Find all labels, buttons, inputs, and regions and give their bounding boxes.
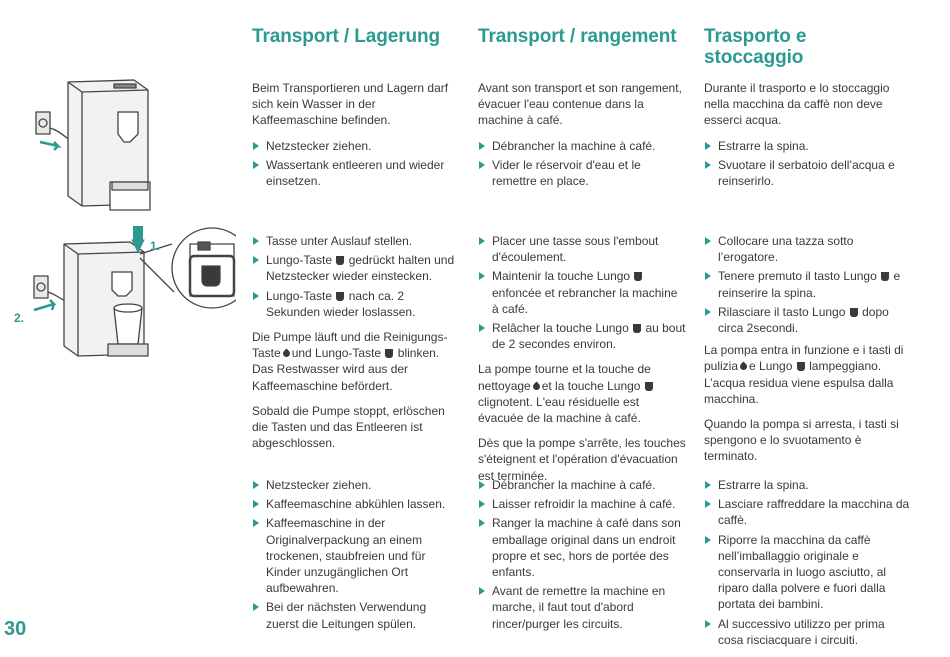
it-pump-running <box>704 342 910 407</box>
lungo-cup-icon <box>797 362 805 371</box>
de-list-a <box>252 138 458 190</box>
list-item: Svuotare il serbatoio dell’acqua e reinserirlo. <box>704 157 910 189</box>
text: gedrückt halten und Netzstecker wieder einstecken. <box>266 253 455 284</box>
list-item: Collocare una tazza sotto l’erogatore. <box>704 233 910 265</box>
it-list-c <box>704 477 910 648</box>
fr-section-c <box>478 477 686 641</box>
it-section-a <box>704 80 910 198</box>
text: e reinserire la spina. <box>718 269 901 300</box>
list-item: Kaffeemaschine abkühlen lassen. <box>252 496 458 512</box>
list-item: Laisser refroidir la machine à café. <box>478 496 686 512</box>
it-section-b <box>704 233 910 474</box>
cleaning-drop-icon <box>281 349 291 359</box>
de-pump-running <box>252 329 458 394</box>
list-item: Tasse unter Auslauf stellen. <box>252 233 458 249</box>
text: Die Pumpe läuft und die Reinigungs-Taste <box>252 330 448 361</box>
illustration-lungo-press <box>14 226 236 366</box>
it-pump-stop: Quando la pompa si arresta, i tasti si spengono e lo svuotamento è terminato. <box>704 417 899 464</box>
text: Maintenir la touche Lungo <box>492 269 631 284</box>
list-item: Avant de remettre la machine en marche, il faut tout d'abord rincer/purger les circuits. <box>478 583 686 632</box>
de-list-c <box>252 477 458 632</box>
list-item: Netzstecker ziehen. <box>252 477 458 493</box>
fr-pump-running <box>478 361 686 426</box>
it-intro: Durante il trasporto e lo stoccaggio nella macchina da caffè non deve esserci acqua. <box>704 81 890 128</box>
de-header <box>252 26 458 47</box>
de-list-b <box>252 233 458 320</box>
cleaning-drop-icon <box>739 362 749 372</box>
fr-pump-stop: Dès que la pompe s'arrête, les touches s'éteignent et l'opération d'évacuation est terminée. <box>478 436 686 483</box>
list-item: Estrarre la spina. <box>704 477 910 493</box>
fr-list-b <box>478 233 686 352</box>
de-title: Transport / Lagerung <box>252 26 441 47</box>
lungo-cup-icon <box>850 308 858 317</box>
list-item: Placer une tasse sous l'embout d'écoulement. <box>478 233 686 265</box>
it-list-a <box>704 138 910 190</box>
de-section-a <box>252 80 458 198</box>
it-section-c <box>704 477 910 657</box>
fr-title: Transport / rangement <box>478 26 677 47</box>
lungo-cup-icon <box>634 272 642 281</box>
list-item: Ranger la machine à café dans son emballage original dans un endroit propre et sec, hors de portée des enfants. <box>478 515 686 580</box>
fr-header <box>478 26 686 47</box>
list-item: Estrarre la spina. <box>704 138 910 154</box>
text: Rilasciare il tasto Lungo <box>718 304 846 319</box>
lungo-cup-icon <box>633 324 641 333</box>
lungo-cup-icon <box>336 292 344 301</box>
list-item <box>252 288 458 320</box>
text: nach ca. 2 Sekunden wieder loslassen. <box>266 288 416 319</box>
illustration-unplug <box>14 72 164 222</box>
list-item <box>704 304 910 336</box>
list-item: Kaffeemaschine in der Originalverpackung an einem trockenen, staubfreien und für Kinder unzugänglichen Ort aufbewahren. <box>252 515 458 596</box>
list-item: Bei der nächsten Verwendung zuerst die Leitungen spülen. <box>252 599 458 631</box>
fr-list-a <box>478 138 686 190</box>
list-item: Riporre la macchina da caffè nell’imballaggio originale e conservarla in luogo asciutto, al riparo dalla polvere e fuori dalla portata dei bambini. <box>704 532 910 613</box>
lungo-cup-icon <box>385 349 393 358</box>
list-item: Wassertank entleeren und wieder einsetzen. <box>252 157 458 189</box>
list-item <box>478 268 686 317</box>
text: dopo circa 2secondi. <box>718 304 889 336</box>
text: Tenere premuto il tasto Lungo <box>718 269 877 284</box>
step-2-label: 2. <box>14 311 25 325</box>
fr-list-c <box>478 477 686 632</box>
text: Lungo-Taste <box>266 253 333 268</box>
list-item <box>252 252 458 284</box>
it-list-b <box>704 233 910 336</box>
list-item: Lasciare raffreddare la macchina da caffè. <box>704 496 910 528</box>
fr-intro: Avant son transport et son rangement, évacuer l'eau contenue dans la machine à café. <box>478 81 682 128</box>
lungo-cup-icon <box>645 382 653 391</box>
step-1-label: 1. <box>150 239 161 253</box>
text: La pompe tourne et la touche de nettoyage <box>478 362 651 393</box>
de-pump-stop: Sobald die Pumpe stoppt, erlöschen die Tasten und das Entleeren ist abgeschlossen. <box>252 403 445 451</box>
text: lampeggiano. L’acqua residua viene espulsa dalla macchina. <box>704 359 894 406</box>
fr-section-a <box>478 80 686 198</box>
list-item: Vider le réservoir d'eau et le remettre en place. <box>478 157 686 189</box>
list-item <box>704 268 910 300</box>
text: enfoncée et rebrancher la machine à café. <box>492 285 678 316</box>
text: et la touche Lungo <box>541 378 641 393</box>
list-item: Netzstecker ziehen. <box>252 138 458 154</box>
lungo-cup-icon <box>336 256 344 265</box>
it-title: Trasporto e stoccaggio <box>704 26 807 68</box>
it-header <box>704 26 910 68</box>
page-number: 30 <box>4 618 27 640</box>
de-section-b <box>252 233 458 460</box>
lungo-cup-icon <box>881 272 889 281</box>
cleaning-drop-icon <box>531 381 541 391</box>
de-section-c <box>252 477 458 641</box>
text: Lungo-Taste <box>266 288 333 303</box>
text: blinken. Das Restwasser wird aus der Kaffeemaschine befördert. <box>252 346 440 393</box>
text: La pompa entra in funzione e i tasti di pulizia <box>704 343 904 374</box>
text: Relâcher la touche Lungo <box>492 321 629 336</box>
text: e Lungo <box>749 359 793 374</box>
text: au bout de 2 secondes environ. <box>492 321 686 352</box>
de-intro: Beim Transportieren und Lagern darf sich kein Wasser in der Kaffeemaschine befinden. <box>252 81 449 128</box>
fr-section-b <box>478 233 686 493</box>
text: clignotent. L'eau résiduelle est évacuée de la machine à café. <box>478 394 641 426</box>
list-item <box>478 320 686 352</box>
list-item: Débrancher la machine à café. <box>478 477 686 493</box>
text: und Lungo-Taste <box>291 346 382 361</box>
list-item: Al successivo utilizzo per prima cosa risciacquare i circuiti. <box>704 616 910 648</box>
list-item: Débrancher la machine à café. <box>478 138 686 154</box>
